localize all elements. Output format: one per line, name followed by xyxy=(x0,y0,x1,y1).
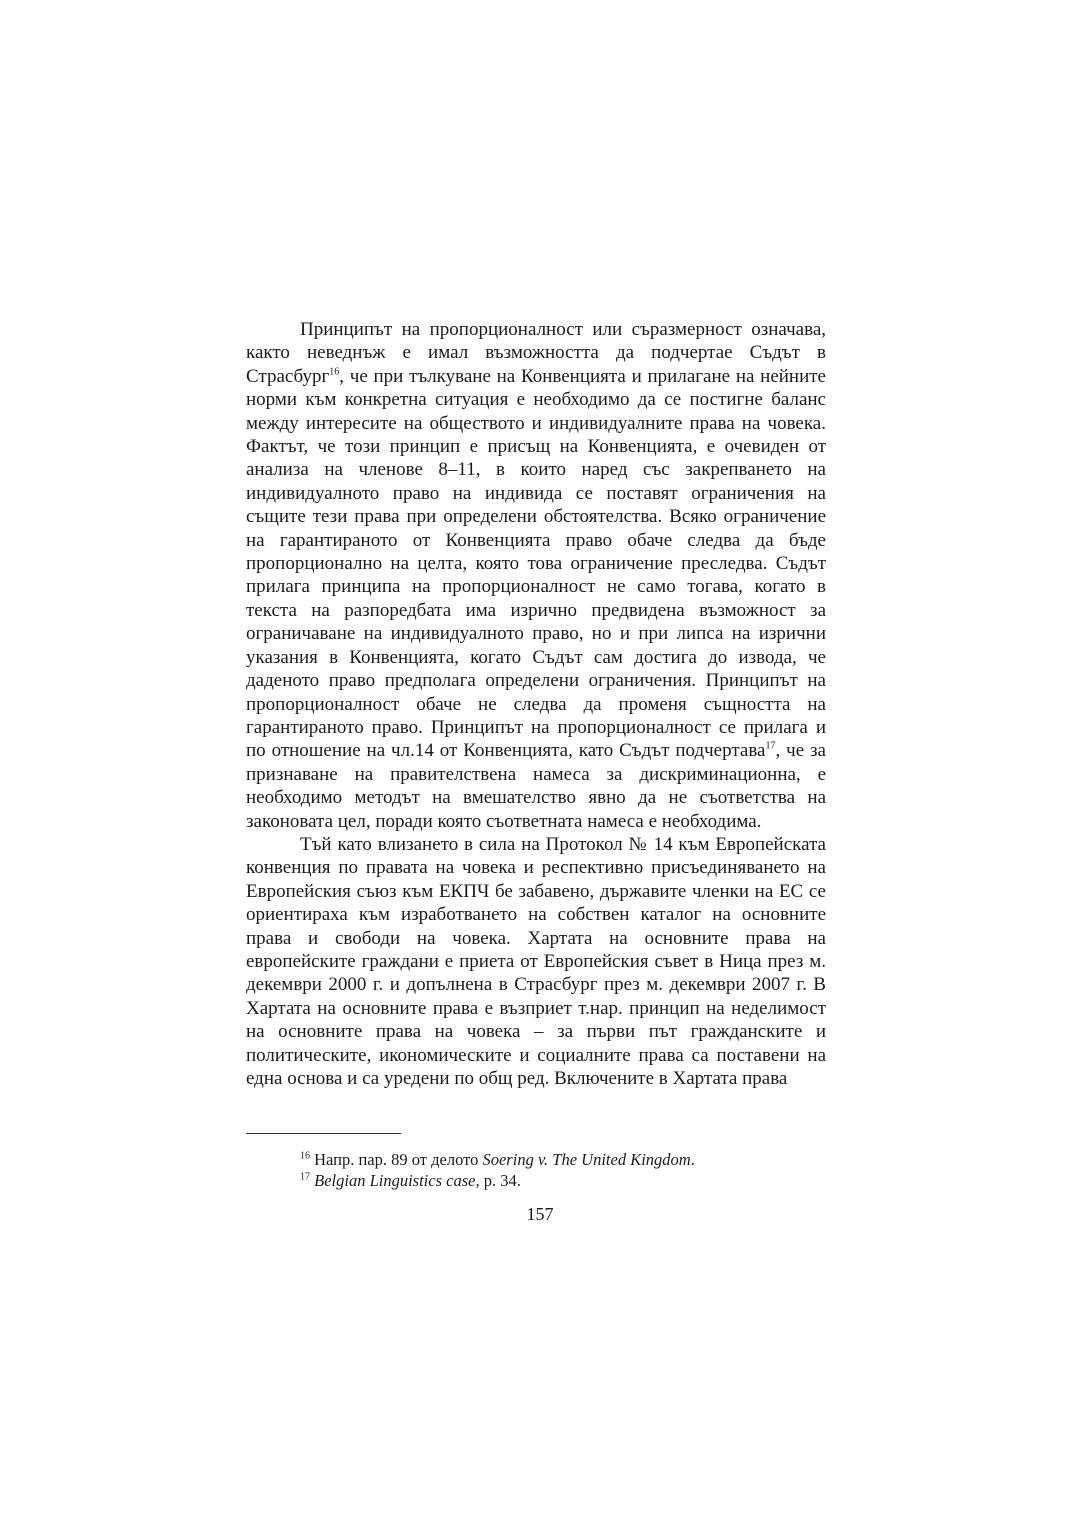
footnote-ref-17[interactable]: 17 xyxy=(765,740,776,752)
paragraph-proportionality xyxy=(246,318,826,833)
footnote-marker: 17 xyxy=(300,1171,310,1183)
footnote-tail: , p. 34. xyxy=(475,1171,521,1190)
footnote-case-name: Belgian Linguistics case xyxy=(314,1171,476,1190)
footnote-divider xyxy=(246,1133,401,1134)
paragraph-text: Принципът на пропорционалност или съразмерност означава, както неведнъж е имал възможността да подчертае Съдът в Страсбург xyxy=(246,319,826,387)
footnote-marker: 16 xyxy=(300,1150,310,1162)
footnote-case-name: Soering v. The United Kingdom xyxy=(482,1150,691,1169)
footnote-ref-16[interactable]: 16 xyxy=(329,366,340,378)
footnote-text: Напр. пар. 89 от делото xyxy=(314,1150,483,1169)
paragraph-text: , че за признаване на правителствена намеса за дискриминационна, е необходимо методът на вмешателство явно да не съответства на законовата цел, поради която съответната намеса е необходима. xyxy=(246,740,826,832)
paragraph-charter: Тъй като влизането в сила на Протокол № 14 към Европейската конвенция по правата на човека и респективно присъединяването на Европейския съюз към ЕКПЧ бе забавено, държавите членки на ЕС се ориентираха към изработването на собствен каталог на основните права и свободи на човека. Хартата на основните права на европейските граждани е приета от Европейския съвет в Ница през м. декември 2000 г. и допълнена в Страсбург през м. декември 2007 г. В Хартата на основните права е възприет т.нар. принцип на неделимост на основните права на човека – за първи път гражданските и политическите, икономическите и социалните права са поставени на една основа и са уредени по общ ред. Включените в Хартата права xyxy=(246,833,826,1089)
footnotes xyxy=(300,1149,830,1191)
page-number: 157 xyxy=(526,1204,554,1224)
footnote-17 xyxy=(300,1170,830,1191)
footnote-16 xyxy=(300,1149,830,1170)
paragraph-text: , че при тълкуване на Конвенцията и прилагане на нейните норми към конкретна ситуация е необходимо да се постигне баланс между интересите на обществото и индивидуалните права на човека. Фактът, че този принцип е присъщ на Конвенцията, е очевиден от анализа на членове 8–11, в които наред със закрепването на индивидуалното право на индивида се поставят ограничения на същите тези права при определени обстоятелства. Всяко ограничение на гарантираното от Конвенцията право обаче следва да бъде пропорционално на целта, която това ограничение преследва. Съдът прилага принципа на пропорционалност не само тогава, когато в текста на разпоредбата има изрично предвидена възможност за ограничаване на индивидуалното право, но и при липса на изрични указания в Конвенцията, когато Съдът сам достига до извода, че даденото право предполага определени ограничения. Принципът на пропорционалност обаче не следва да променя същността на гарантираното право. Принципът на пропорционалност се прилага и по отношение на чл.14 от Конвенцията, като Съдът подчертава xyxy=(246,365,826,762)
footnote-tail: . xyxy=(690,1150,695,1169)
main-text xyxy=(246,318,826,1090)
